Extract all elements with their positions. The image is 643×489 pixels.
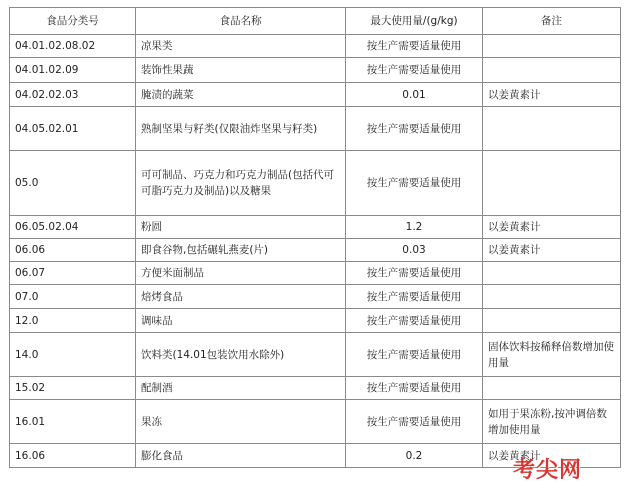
- cell-code: 04.02.02.03: [10, 83, 136, 107]
- cell-note: 以姜黄素计: [483, 239, 621, 262]
- cell-max: 0.2: [346, 444, 483, 468]
- cell-name: 膨化食品: [136, 444, 346, 468]
- cell-name: 饮料类(14.01包装饮用水除外): [136, 333, 346, 377]
- cell-max: 按生产需要适量使用: [346, 58, 483, 83]
- cell-note: 如用于果冻粉,按冲调倍数增加使用量: [483, 400, 621, 444]
- table-row: [10, 309, 621, 333]
- cell-name: 焙烤食品: [136, 285, 346, 309]
- cell-note: 固体饮料按稀释倍数增加使用量: [483, 333, 621, 377]
- cell-note: [483, 309, 621, 333]
- table-row: [10, 400, 621, 444]
- cell-code: 06.05.02.04: [10, 216, 136, 239]
- cell-max: 按生产需要适量使用: [346, 309, 483, 333]
- cell-name: 装饰性果蔬: [136, 58, 346, 83]
- cell-max: 1.2: [346, 216, 483, 239]
- cell-note: [483, 262, 621, 285]
- cell-max: 按生产需要适量使用: [346, 285, 483, 309]
- cell-max: 0.03: [346, 239, 483, 262]
- cell-code: 14.0: [10, 333, 136, 377]
- cell-name: 粉圆: [136, 216, 346, 239]
- cell-max: 按生产需要适量使用: [346, 333, 483, 377]
- cell-name: 调味品: [136, 309, 346, 333]
- table-row: [10, 216, 621, 239]
- cell-code: 06.06: [10, 239, 136, 262]
- cell-code: 07.0: [10, 285, 136, 309]
- table-row: [10, 35, 621, 58]
- cell-max: 按生产需要适量使用: [346, 35, 483, 58]
- cell-note: [483, 377, 621, 400]
- cell-code: 16.06: [10, 444, 136, 468]
- cell-code: 05.0: [10, 151, 136, 216]
- table-row: [10, 333, 621, 377]
- cell-note: [483, 35, 621, 58]
- table-row: [10, 285, 621, 309]
- header-code: 食品分类号: [10, 8, 136, 35]
- cell-note: 以姜黄素计: [483, 444, 621, 468]
- cell-name: 腌渍的蔬菜: [136, 83, 346, 107]
- cell-note: [483, 107, 621, 151]
- cell-note: [483, 285, 621, 309]
- cell-code: 04.05.02.01: [10, 107, 136, 151]
- cell-max: 按生产需要适量使用: [346, 151, 483, 216]
- table-row: [10, 239, 621, 262]
- cell-name: 即食谷物,包括碾轧燕麦(片): [136, 239, 346, 262]
- cell-code: 12.0: [10, 309, 136, 333]
- cell-name: 可可制品、巧克力和巧克力制品(包括代可可脂巧克力及制品)以及糖果: [136, 151, 346, 216]
- cell-name: 凉果类: [136, 35, 346, 58]
- cell-code: 04.01.02.09: [10, 58, 136, 83]
- cell-max: 按生产需要适量使用: [346, 107, 483, 151]
- header-note: 备注: [483, 8, 621, 35]
- cell-max: 0.01: [346, 83, 483, 107]
- cell-note: [483, 151, 621, 216]
- table-row: [10, 107, 621, 151]
- cell-max: 按生产需要适量使用: [346, 400, 483, 444]
- watermark-logo: 考尖网: [513, 458, 583, 483]
- table-row: [10, 377, 621, 400]
- cell-note: 以姜黄素计: [483, 83, 621, 107]
- food-additive-table: [9, 7, 621, 468]
- cell-code: 04.01.02.08.02: [10, 35, 136, 58]
- header-name: 食品名称: [136, 8, 346, 35]
- table-row: [10, 83, 621, 107]
- cell-name: 配制酒: [136, 377, 346, 400]
- table-header-row: [10, 8, 621, 35]
- cell-name: 熟制坚果与籽类(仅限油炸坚果与籽类): [136, 107, 346, 151]
- cell-note: 以姜黄素计: [483, 216, 621, 239]
- cell-code: 16.01: [10, 400, 136, 444]
- cell-max: 按生产需要适量使用: [346, 377, 483, 400]
- cell-note: [483, 58, 621, 83]
- table-row: [10, 262, 621, 285]
- cell-name: 方便米面制品: [136, 262, 346, 285]
- table-row: [10, 151, 621, 216]
- cell-name: 果冻: [136, 400, 346, 444]
- cell-code: 15.02: [10, 377, 136, 400]
- cell-code: 06.07: [10, 262, 136, 285]
- cell-max: 按生产需要适量使用: [346, 262, 483, 285]
- header-max: 最大使用量/(g/kg): [346, 8, 483, 35]
- table-row: [10, 58, 621, 83]
